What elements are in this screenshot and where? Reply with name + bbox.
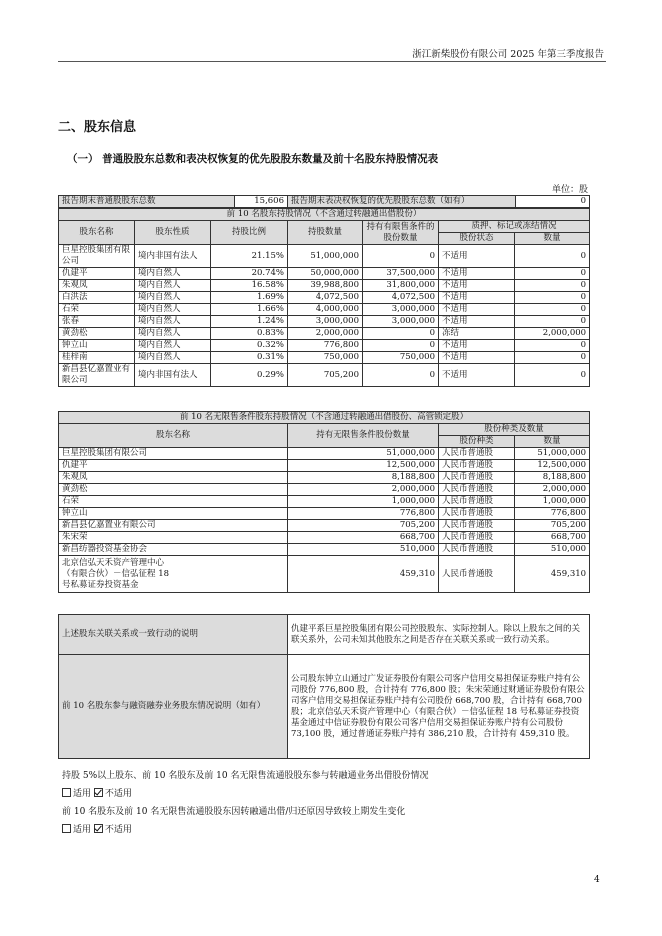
shareholder-nature: 境内自然人 <box>135 292 211 304</box>
share-count: 2,000,000 <box>515 484 590 496</box>
shareholder-nature: 境内自然人 <box>135 280 211 292</box>
holding-ratio: 16.58% <box>211 280 288 292</box>
shareholder-name: 巨星控股集团有限公司 <box>59 448 288 460</box>
share-count: 705,200 <box>515 520 590 532</box>
share-kind: 人民币普通股 <box>439 532 515 544</box>
shareholder-name: 钟立山 <box>59 508 288 520</box>
holding-ratio: 20.74% <box>211 268 288 280</box>
table-row <box>59 352 590 364</box>
shareholder-name: 白洪法 <box>59 292 135 304</box>
pledge-count: 0 <box>515 268 590 280</box>
shareholder-name: 石荣 <box>59 496 288 508</box>
holding-qty: 39,988,800 <box>288 280 363 292</box>
margin-label: 前 10 名股东参与融资融券业务股东情况说明（如有） <box>59 655 288 759</box>
holding-qty: 3,000,000 <box>288 316 363 328</box>
restricted-qty: 31,800,000 <box>363 280 439 292</box>
col-qty: 持股数量 <box>288 221 363 245</box>
note1-opt-a: 适用 <box>73 789 92 799</box>
note2-options <box>62 822 132 835</box>
total-holders-label: 报告期末普通股股东总数 <box>59 196 235 208</box>
related-label: 上述股东关联关系或一致行动的说明 <box>59 615 288 655</box>
holding-qty: 750,000 <box>288 352 363 364</box>
related-text: 仇建平系巨星控股集团有限公司控股股东、实际控制人。除以上股东之间的关联关系外，公司未知其他股东之间是否存在关联关系或一致行动关系。 <box>288 615 590 655</box>
shareholder-nature: 境内自然人 <box>135 352 211 364</box>
restricted-qty: 4,072,500 <box>363 292 439 304</box>
shareholder-name: 仇建平 <box>59 268 135 280</box>
restricted-qty: 3,000,000 <box>363 304 439 316</box>
shareholder-name: 石荣 <box>59 304 135 316</box>
restricted-qty: 37,500,000 <box>363 268 439 280</box>
col-restricted: 持有有限售条件的股份数量 <box>363 221 439 245</box>
holding-ratio: 1.69% <box>211 292 288 304</box>
col-ratio: 持股比例 <box>211 221 288 245</box>
table-row <box>59 328 590 340</box>
unrestricted-qty: 776,800 <box>288 508 439 520</box>
total-holders-value: 15,606 <box>235 196 288 208</box>
unrestricted-qty: 668,700 <box>288 532 439 544</box>
page-number: 4 <box>594 875 600 885</box>
checkbox-not-applicable-checked[interactable] <box>94 788 103 797</box>
note2-opt-b: 不适用 <box>104 825 132 835</box>
shareholder-name: 仇建平 <box>59 460 288 472</box>
holding-ratio: 21.15% <box>211 245 288 268</box>
share-kind: 人民币普通股 <box>439 508 515 520</box>
unrestricted-qty: 51,000,000 <box>288 448 439 460</box>
summary-table <box>58 195 590 208</box>
unrestricted-qty: 8,188,800 <box>288 472 439 484</box>
col-name: 股东名称 <box>59 221 135 245</box>
ucol-kind-group: 股份种类及数量 <box>439 424 590 436</box>
table-row <box>59 364 590 387</box>
col-status: 股份状态 <box>439 233 515 245</box>
table-row <box>59 556 590 593</box>
holding-ratio: 1.24% <box>211 316 288 328</box>
share-count: 510,000 <box>515 544 590 556</box>
subsection-title: （一） 普通股股东总数和表决权恢复的优先股股东数量及前十名股东持股情况表 <box>67 153 439 165</box>
shareholder-name: 新昌纺器投资基金协会 <box>59 544 288 556</box>
pledge-count: 0 <box>515 304 590 316</box>
unrestricted-qty: 1,000,000 <box>288 496 439 508</box>
shareholder-name: 新昌县亿嘉置业有限公司 <box>59 364 135 387</box>
shareholder-name: 朱宋荣 <box>59 532 288 544</box>
pledge-status: 不适用 <box>439 280 515 292</box>
share-count: 12,500,000 <box>515 460 590 472</box>
pledge-status: 不适用 <box>439 316 515 328</box>
table-row <box>59 544 590 556</box>
section-title: 二、股东信息 <box>58 120 137 135</box>
margin-text: 公司股东钟立山通过广发证券股份有限公司客户信用交易担保证券账户持有公司股份 776,800 股，合计持有 776,800 股；朱宋荣通过财通证券股份有限公司客户信用交易担保证券账户持有公司股份 668,700 股，合计持有 668,700 股；北京信弘天禾资产管理中心（有限合伙）－信弘征程 18 号私募证券投资基金通过中信证券股份有限公司客户信用交易担保证券账户持有公司股份 73,100 股，通过普通证券账户持有 386,210 股，合计持有 459,310 股。 <box>288 655 590 759</box>
pledge-status: 不适用 <box>439 364 515 387</box>
table-row <box>59 268 590 280</box>
share-kind: 人民币普通股 <box>439 544 515 556</box>
holding-ratio: 0.32% <box>211 340 288 352</box>
note1-opt-b: 不适用 <box>104 789 132 799</box>
note1-text: 持股 5%以上股东、前 10 名股东及前 10 名无限售流通股股东参与转融通业务出借股份情况 <box>62 771 429 781</box>
shareholder-name: 巨星控股集团有限公司 <box>59 245 135 268</box>
holding-qty: 705,200 <box>288 364 363 387</box>
pledge-status: 不适用 <box>439 245 515 268</box>
share-kind: 人民币普通股 <box>439 556 515 593</box>
preferred-holders-value: 0 <box>516 196 590 208</box>
ucol-qty: 持有无限售条件股份数量 <box>288 424 439 448</box>
unrestricted-table <box>58 411 590 593</box>
holding-ratio: 0.83% <box>211 328 288 340</box>
pledge-count: 0 <box>515 292 590 304</box>
shareholder-nature: 境内非国有法人 <box>135 245 211 268</box>
shareholder-nature: 境内自然人 <box>135 304 211 316</box>
shareholder-name: 朱观凤 <box>59 472 288 484</box>
unrestricted-title: 前 10 名无限售条件股东持股情况（不含通过转融通出借股份、高管锁定股） <box>59 412 590 424</box>
holding-ratio: 0.31% <box>211 352 288 364</box>
pledge-status: 不适用 <box>439 340 515 352</box>
share-kind: 人民币普通股 <box>439 448 515 460</box>
checkbox-not-applicable-checked[interactable] <box>94 824 103 833</box>
top10-table <box>58 208 590 387</box>
table-row <box>59 520 590 532</box>
preferred-holders-label: 报告期末表决权恢复的优先股股东总数（如有） <box>288 196 516 208</box>
share-count: 668,700 <box>515 532 590 544</box>
share-count: 776,800 <box>515 508 590 520</box>
share-count: 8,188,800 <box>515 472 590 484</box>
shareholder-nature: 境内自然人 <box>135 268 211 280</box>
checkbox-applicable[interactable] <box>62 788 71 797</box>
holding-qty: 4,072,500 <box>288 292 363 304</box>
share-kind: 人民币普通股 <box>439 520 515 532</box>
table-row <box>59 280 590 292</box>
share-kind: 人民币普通股 <box>439 472 515 484</box>
shareholder-name: 钟立山 <box>59 340 135 352</box>
unrestricted-qty: 459,310 <box>288 556 439 593</box>
unrestricted-qty: 12,500,000 <box>288 460 439 472</box>
shareholder-name: 朱观凤 <box>59 280 135 292</box>
shareholder-name: 黄劲松 <box>59 484 288 496</box>
holding-qty: 2,000,000 <box>288 328 363 340</box>
share-count: 51,000,000 <box>515 448 590 460</box>
notes-table <box>58 614 590 759</box>
restricted-qty: 0 <box>363 340 439 352</box>
table-row <box>59 484 590 496</box>
pledge-status: 不适用 <box>439 268 515 280</box>
restricted-qty: 3,000,000 <box>363 316 439 328</box>
table-row <box>59 472 590 484</box>
ucol-name: 股东名称 <box>59 424 288 448</box>
restricted-qty: 0 <box>363 328 439 340</box>
shareholder-nature: 境内自然人 <box>135 316 211 328</box>
table-row <box>59 496 590 508</box>
pledge-count: 0 <box>515 245 590 268</box>
unrestricted-qty: 510,000 <box>288 544 439 556</box>
unrestricted-qty: 2,000,000 <box>288 484 439 496</box>
pledge-status: 不适用 <box>439 352 515 364</box>
unrestricted-qty: 705,200 <box>288 520 439 532</box>
table-row <box>59 508 590 520</box>
holding-ratio: 1.66% <box>211 304 288 316</box>
pledge-status: 不适用 <box>439 304 515 316</box>
holding-qty: 50,000,000 <box>288 268 363 280</box>
ucol-count: 数量 <box>515 436 590 448</box>
pledge-count: 0 <box>515 316 590 328</box>
shareholder-name: 北京信弘天禾资产管理中心（有限合伙）－信弘征程 18 号私募证券投资基金 <box>59 556 288 593</box>
share-kind: 人民币普通股 <box>439 496 515 508</box>
table-row <box>59 292 590 304</box>
table-row <box>59 340 590 352</box>
restricted-qty: 0 <box>363 364 439 387</box>
share-count: 459,310 <box>515 556 590 593</box>
unit-label: 单位：股 <box>551 185 588 195</box>
pledge-count: 0 <box>515 352 590 364</box>
pledge-status: 不适用 <box>439 292 515 304</box>
restricted-qty: 0 <box>363 245 439 268</box>
shareholder-name: 黄劲松 <box>59 328 135 340</box>
table-row <box>59 460 590 472</box>
table-row <box>59 448 590 460</box>
holding-ratio: 0.29% <box>211 364 288 387</box>
share-kind: 人民币普通股 <box>439 484 515 496</box>
pledge-count: 0 <box>515 280 590 292</box>
col-count: 数量 <box>515 233 590 245</box>
table-row <box>59 245 590 268</box>
note2-opt-a: 适用 <box>73 825 92 835</box>
holding-qty: 776,800 <box>288 340 363 352</box>
table-row <box>59 532 590 544</box>
holding-qty: 4,000,000 <box>288 304 363 316</box>
checkbox-applicable[interactable] <box>62 824 71 833</box>
holding-qty: 51,000,000 <box>288 245 363 268</box>
note1-options <box>62 786 132 799</box>
shareholder-nature: 境内自然人 <box>135 340 211 352</box>
note2-text: 前 10 名股东及前 10 名无限售流通股股东因转融通出借/归还原因导致较上期发生变化 <box>62 807 406 817</box>
table-row <box>59 304 590 316</box>
ucol-kind: 股份种类 <box>439 436 515 448</box>
shareholder-name: 桂梓南 <box>59 352 135 364</box>
pledge-count: 0 <box>515 364 590 387</box>
restricted-qty: 750,000 <box>363 352 439 364</box>
share-count: 1,000,000 <box>515 496 590 508</box>
pledge-count: 2,000,000 <box>515 328 590 340</box>
table-row <box>59 316 590 328</box>
col-pledge: 质押、标记或冻结情况 <box>439 221 590 233</box>
col-nature: 股东性质 <box>135 221 211 245</box>
shareholder-nature: 境内自然人 <box>135 328 211 340</box>
page-header: 浙江新柴股份有限公司 2025 年第三季度报告 <box>412 49 604 60</box>
share-kind: 人民币普通股 <box>439 460 515 472</box>
shareholder-name: 张春 <box>59 316 135 328</box>
top10-title: 前 10 名股东持股情况（不含通过转融通出借股份） <box>59 209 590 221</box>
header-rule <box>58 61 606 62</box>
pledge-status: 冻结 <box>439 328 515 340</box>
shareholder-nature: 境内非国有法人 <box>135 364 211 387</box>
pledge-count: 0 <box>515 340 590 352</box>
shareholder-name: 新昌县亿嘉置业有限公司 <box>59 520 288 532</box>
